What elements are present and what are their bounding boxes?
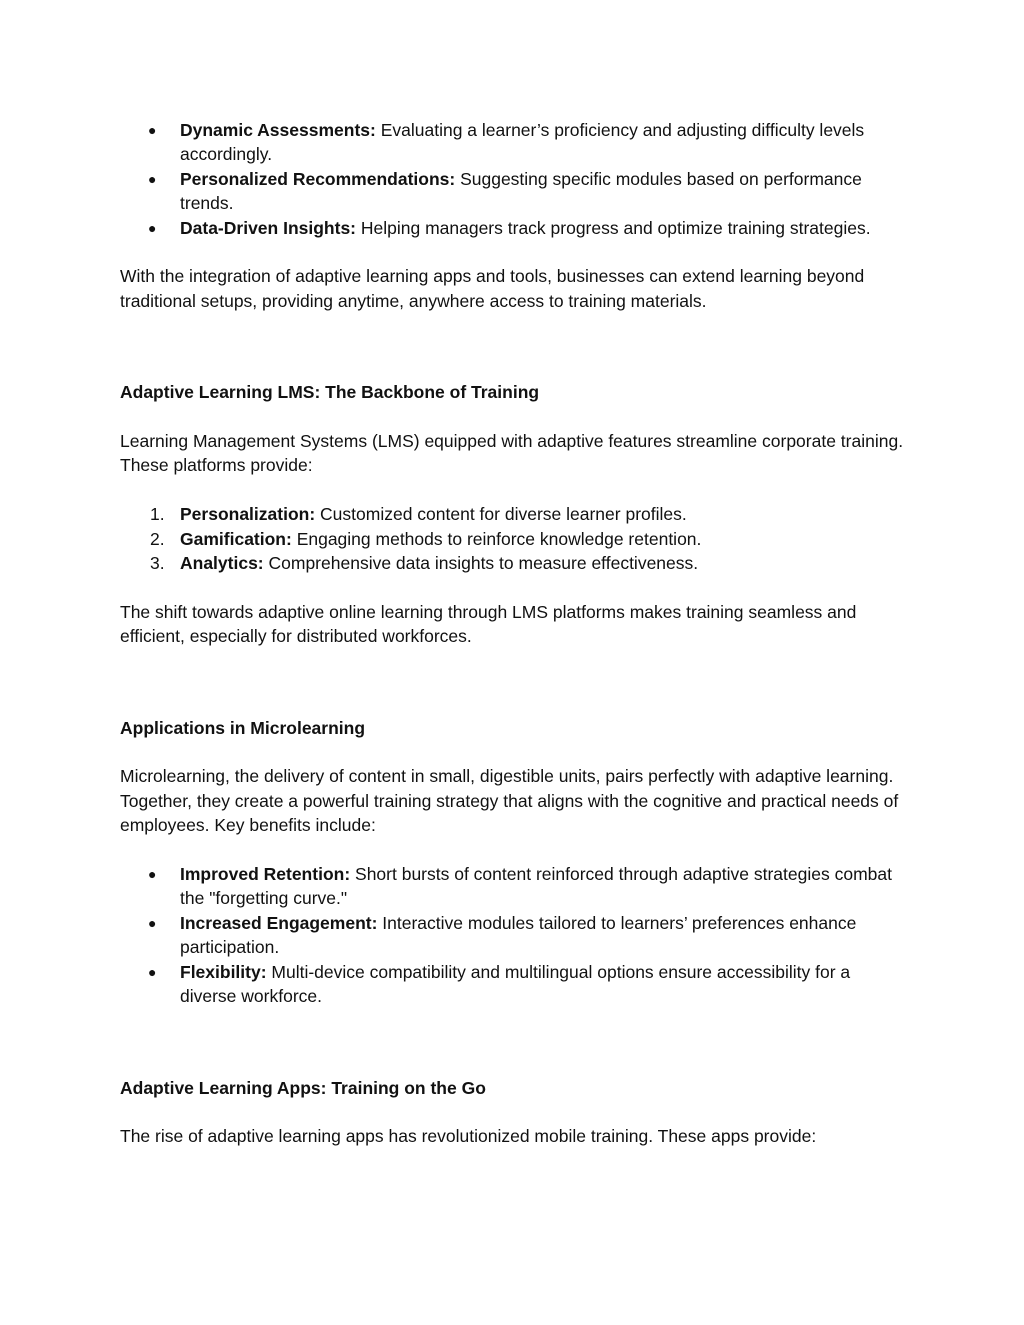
bullet-icon: ●	[148, 914, 157, 931]
lms-closing-paragraph: The shift towards adaptive online learning through LMS platforms makes training seamless and efficient, especially for distributed workforces.	[120, 601, 857, 647]
bullet-icon: ●	[148, 963, 157, 980]
list-item-text: Short bursts of content reinforced through adaptive strategies combat the "forgetting curve."	[180, 864, 892, 909]
list-item	[120, 167, 910, 216]
list-item-term: Personalized Recommendations:	[180, 168, 456, 189]
bullet-icon: ●	[148, 219, 157, 236]
list-item-text: Engaging methods to reinforce knowledge retention.	[291, 528, 702, 549]
list-item-text: Customized content for diverse learner profiles.	[315, 504, 687, 525]
list-item	[120, 911, 910, 960]
list-item-term: Personalization:	[180, 504, 316, 525]
list-item	[120, 502, 910, 526]
list-item-text: Comprehensive data insights to measure effectiveness.	[263, 553, 699, 574]
list-item	[120, 216, 910, 240]
intro-paragraph: With the integration of adaptive learning apps and tools, businesses can extend learning beyond traditional setups, providing anytime, anywhere access to training materials.	[120, 266, 865, 311]
list-number: 3.	[150, 553, 165, 574]
list-number: 1.	[150, 504, 165, 525]
list-item-term: Analytics:	[180, 553, 264, 574]
list-item	[120, 960, 910, 1009]
apps-intro-paragraph: The rise of adaptive learning apps has revolutionized mobile training. These apps provide:	[120, 1126, 817, 1147]
list-item-term: Improved Retention:	[180, 864, 351, 885]
lms-intro-paragraph: Learning Management Systems (LMS) equipped with adaptive features streamline corporate training. These platforms provide:	[120, 431, 904, 476]
micro-intro-paragraph: Microlearning, the delivery of content in small, digestible units, pairs perfectly with adaptive learning. Together, they create a powerful training strategy that aligns with the cognitive and practical needs of employees. Key benefits include:	[120, 766, 899, 836]
bullet-icon: ●	[148, 122, 157, 138]
bullet-icon: ●	[148, 170, 157, 187]
list-item	[120, 527, 910, 551]
list-item-text: Evaluating a learner’s proficiency and adjusting difficulty levels accordingly.	[180, 120, 865, 165]
micro-bullet-list	[120, 862, 910, 1008]
list-item-term: Dynamic Assessments:	[180, 120, 376, 140]
lms-numbered-list	[120, 502, 910, 575]
list-item	[120, 118, 910, 167]
intro-bullet-list	[120, 118, 910, 240]
list-item	[120, 551, 910, 575]
apps-section-heading: Adaptive Learning Apps: Training on the Go	[120, 1077, 486, 1098]
list-item-text: Interactive modules tailored to learners’ preferences enhance participation.	[180, 912, 857, 958]
list-item-text: Helping managers track progress and optimize training strategies.	[356, 217, 871, 238]
list-item-term: Increased Engagement:	[180, 912, 378, 933]
list-item-text: Multi-device compatibility and multilingual options ensure accessibility for a diverse workforce.	[180, 961, 851, 1007]
document-page	[120, 118, 910, 1149]
list-item-term: Flexibility:	[180, 961, 267, 982]
bullet-icon: ●	[148, 866, 157, 883]
list-item-term: Gamification:	[180, 528, 292, 549]
list-item	[120, 862, 910, 911]
list-number: 2.	[150, 528, 165, 549]
list-item-term: Data-Driven Insights:	[180, 217, 356, 238]
list-item-text: Suggesting specific modules based on performance trends.	[180, 168, 862, 214]
lms-section-heading: Adaptive Learning LMS: The Backbone of Training	[120, 382, 540, 403]
micro-section-heading: Applications in Microlearning	[120, 717, 366, 738]
